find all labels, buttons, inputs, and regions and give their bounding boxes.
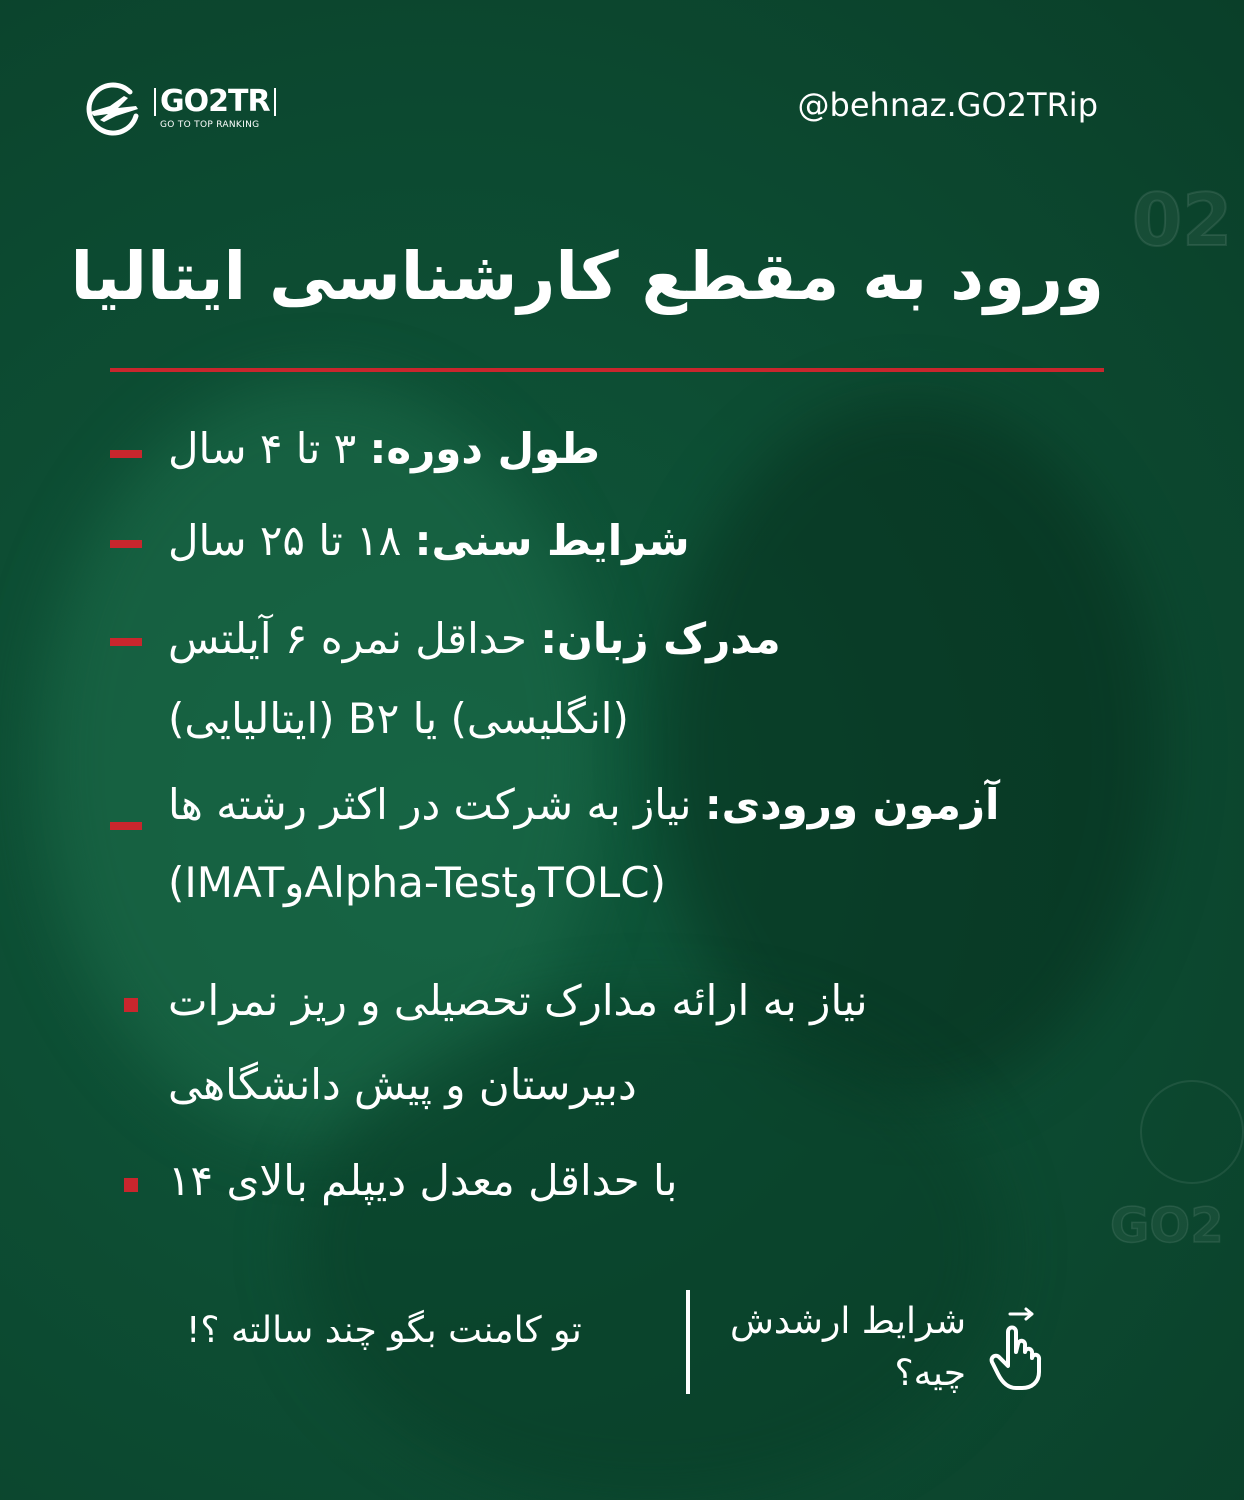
item-line — [168, 614, 781, 663]
page-title: ورود به مقطع کارشناسی ایتالیا — [70, 238, 1104, 315]
item-label: شرایط سنی: — [414, 516, 690, 565]
list-item — [110, 770, 1100, 907]
watermark-logo-text: GO2 — [1110, 1198, 1224, 1254]
bullet-line: نیاز به ارائه مدارک تحصیلی و ریز نمرات — [168, 976, 868, 1025]
brand-logo[interactable] — [80, 76, 280, 140]
watermark-number: 02 — [1132, 178, 1233, 262]
list-item — [110, 506, 1100, 586]
watermark-logo — [1110, 1080, 1224, 1280]
list-item — [110, 604, 1100, 743]
red-dash-bullet — [110, 638, 142, 646]
item-line — [168, 516, 690, 565]
red-dash-bullet — [110, 450, 142, 458]
red-square-bullet — [124, 1178, 138, 1192]
item-value: ۱۸ تا ۲۵ سال — [168, 516, 402, 565]
red-dash-bullet — [110, 822, 142, 830]
red-square-bullet — [124, 998, 138, 1012]
question-line-2: چیه؟ — [894, 1353, 966, 1394]
instagram-handle[interactable]: @behnaz.GO2TRip — [797, 86, 1098, 124]
item-label: مدرک زبان: — [540, 614, 781, 663]
hand-pointer-icon — [988, 1306, 1050, 1392]
logo-tagline: GO TO TOP RANKING — [160, 120, 260, 130]
item-value: نیاز به شرکت در اکثر رشته ها — [168, 780, 692, 829]
item-label: آزمون ورودی: — [704, 780, 1000, 829]
list-item — [110, 410, 1100, 490]
red-dash-bullet — [110, 540, 142, 548]
item-label: طول دوره: — [369, 424, 600, 473]
logo-text: GO2TR — [154, 88, 276, 116]
bullet-continuation: دبیرستان و پیش دانشگاهی — [168, 1060, 637, 1109]
item-line — [168, 424, 600, 473]
title-divider — [110, 368, 1104, 372]
bullet-line: با حداقل معدل دیپلم بالای ۱۴ — [168, 1156, 678, 1205]
item-continuation: (IMATوAlpha-TestوTOLC) — [168, 858, 666, 907]
item-line — [168, 780, 999, 829]
list-item — [110, 1148, 1100, 1228]
watermark-circle — [1140, 1080, 1244, 1184]
footer-divider — [686, 1290, 690, 1394]
item-value: حداقل نمره ۶ آیلتس — [168, 614, 527, 663]
plane-logo-icon — [80, 76, 144, 140]
next-post-question[interactable] — [716, 1296, 966, 1400]
comment-prompt: تو کامنت بگو چند سالته ؟! — [186, 1310, 582, 1351]
list-item — [110, 964, 1100, 1109]
item-continuation: (انگلیسی) یا B۲ (ایتالیایی) — [168, 694, 629, 743]
item-value: ۳ تا ۴ سال — [168, 424, 357, 473]
question-line-1: شرایط ارشدش — [729, 1301, 966, 1342]
